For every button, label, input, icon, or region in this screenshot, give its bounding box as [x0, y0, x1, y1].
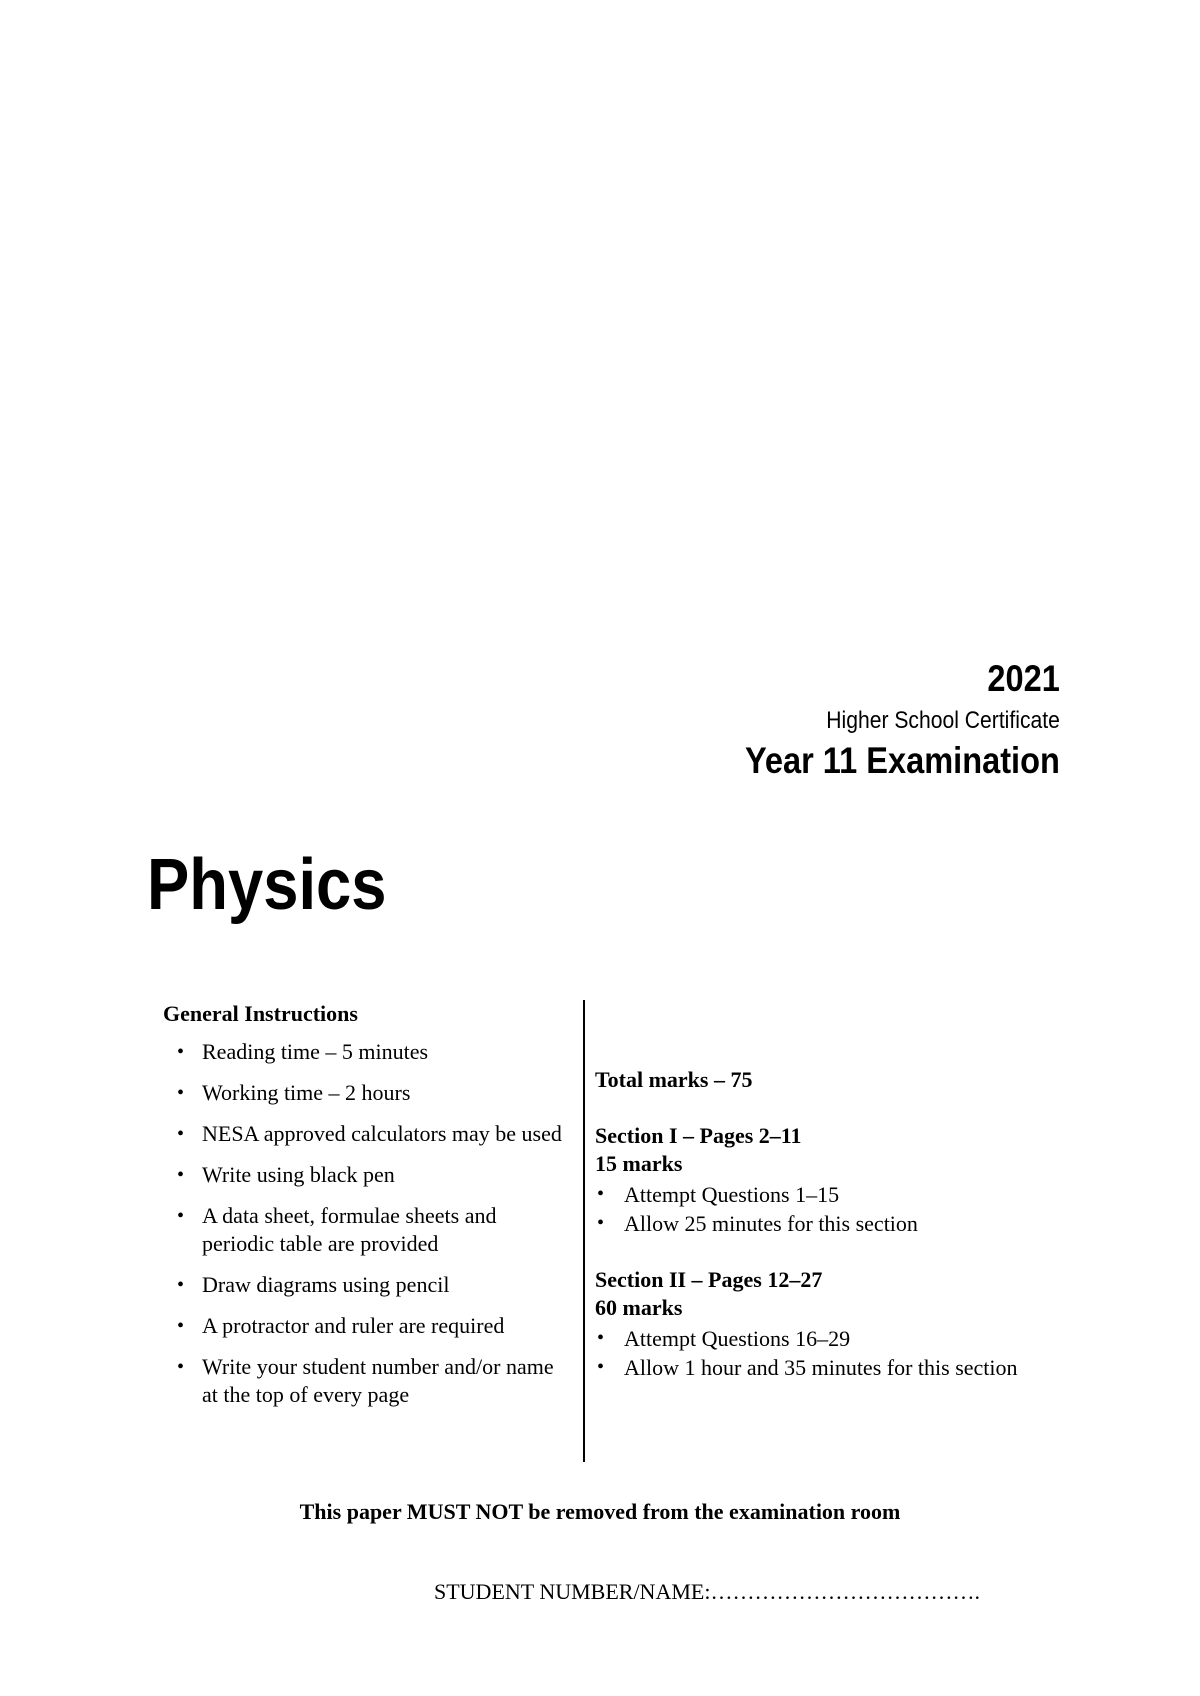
total-marks: Total marks – 75	[595, 1067, 753, 1092]
list-item	[163, 1312, 563, 1340]
list-item	[595, 1353, 1075, 1382]
bullet-icon: •	[177, 1356, 185, 1378]
section-item-text: Allow 25 minutes for this section	[624, 1211, 918, 1236]
exam-summary	[595, 1066, 1075, 1382]
list-item	[163, 1202, 563, 1258]
list-item	[163, 1161, 563, 1189]
bullet-icon: •	[597, 1183, 605, 1205]
instruction-text: Working time – 2 hours	[202, 1080, 411, 1105]
instructions-list	[163, 1038, 563, 1409]
section-title: Section I – Pages 2–11	[595, 1123, 802, 1148]
section-item-text: Allow 1 hour and 35 minutes for this section	[624, 1355, 1018, 1380]
list-item	[163, 1353, 563, 1409]
exam-room-notice: This paper MUST NOT be removed from the examination room	[299, 1499, 901, 1524]
exam-year: 2021	[987, 658, 1060, 699]
list-item	[595, 1324, 1075, 1353]
instruction-text: Write your student number and/or name at the top of every page	[202, 1354, 554, 1407]
bullet-icon: •	[177, 1041, 185, 1063]
instruction-text: A protractor and ruler are required	[202, 1313, 505, 1338]
instruction-text: A data sheet, formulae sheets and periodic table are provided	[202, 1203, 497, 1256]
instruction-text: Write using black pen	[202, 1162, 395, 1187]
general-instructions	[163, 1000, 563, 1422]
spacer	[595, 1238, 1075, 1266]
exam-title: Year 11 Examination	[745, 740, 1060, 781]
bullet-icon: •	[177, 1315, 185, 1337]
bullet-icon: •	[597, 1212, 605, 1234]
list-item	[163, 1038, 563, 1066]
column-divider	[583, 1000, 585, 1462]
bullet-icon: •	[597, 1327, 605, 1349]
list-item	[163, 1079, 563, 1107]
section-item-text: Attempt Questions 16–29	[624, 1326, 851, 1351]
section-list	[595, 1324, 1075, 1382]
subject-title: Physics	[147, 845, 387, 925]
list-item	[163, 1120, 563, 1148]
section-list	[595, 1180, 1075, 1238]
section-title: Section II – Pages 12–27	[595, 1267, 823, 1292]
section-item-text: Attempt Questions 1–15	[624, 1182, 840, 1207]
spacer	[595, 1094, 1075, 1122]
section-marks: 60 marks	[595, 1295, 683, 1320]
bullet-icon: •	[177, 1123, 185, 1145]
bullet-icon: •	[177, 1205, 185, 1227]
instructions-heading: General Instructions	[163, 1001, 358, 1026]
bullet-icon: •	[177, 1164, 185, 1186]
list-item	[163, 1271, 563, 1299]
list-item	[595, 1209, 1075, 1238]
list-item	[595, 1180, 1075, 1209]
student-number-field: STUDENT NUMBER/NAME:……………………………….	[434, 1579, 980, 1604]
bullet-icon: •	[177, 1082, 185, 1104]
exam-header	[702, 658, 1060, 782]
instruction-text: Reading time – 5 minutes	[202, 1039, 429, 1064]
certificate-name: Higher School Certificate	[826, 707, 1060, 734]
instruction-text: NESA approved calculators may be used	[202, 1121, 562, 1146]
instruction-text: Draw diagrams using pencil	[202, 1272, 450, 1297]
bullet-icon: •	[177, 1274, 185, 1296]
section-marks: 15 marks	[595, 1151, 683, 1176]
bullet-icon: •	[597, 1356, 605, 1378]
